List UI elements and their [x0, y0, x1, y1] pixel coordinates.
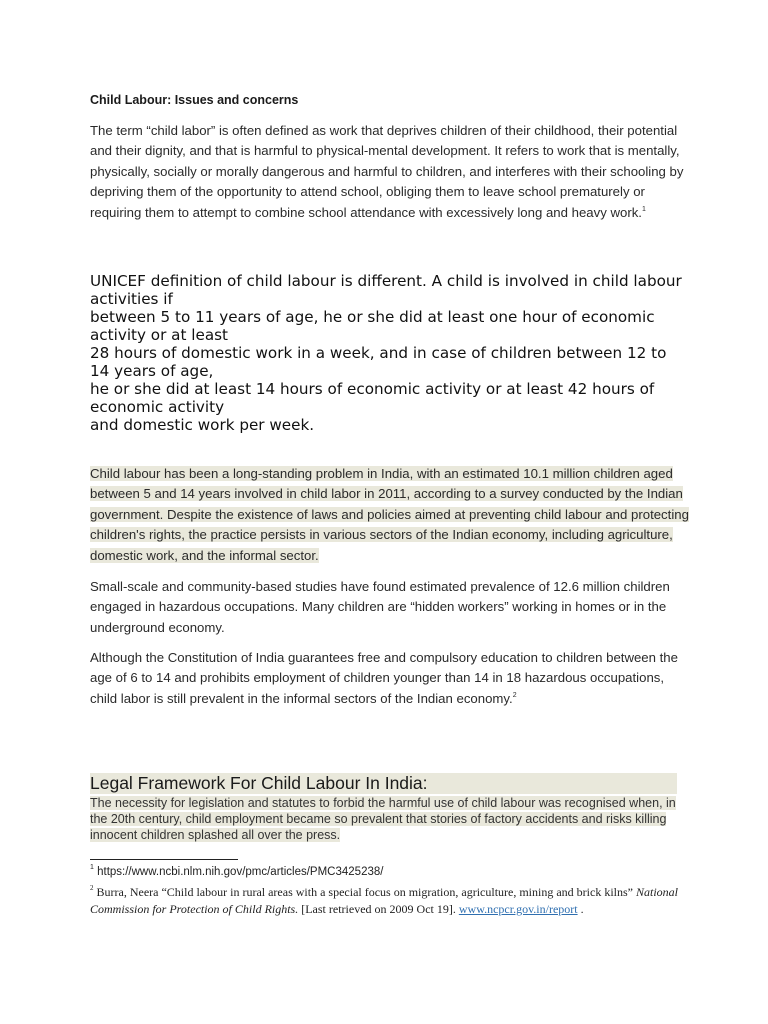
india-paragraph [90, 464, 690, 566]
footnote-1-number: 1 [90, 864, 94, 871]
section-heading-legal-framework: Legal Framework For Child Labour In India: [90, 773, 677, 794]
unicef-definition [90, 272, 690, 434]
intro-paragraph-text: The term “child labor” is often defined as work that deprives children of their childhood, their potential and their dignity, and that is harmful to physical-mental development. It refers to work that is mentally, physically, socially or morally dangerous and harmful to children, and interferes with their schooling by depriving them of the opportunity to attend school, obliging them to leave school prematurely or requiring them to attempt to combine school attendance with excessively long and heavy work. [90, 123, 684, 220]
footnote-2-retrieved: [Last retrieved on 2009 Oct 19]. [298, 902, 459, 916]
legal-framework-text: The necessity for legislation and statutes to forbid the harmful use of child labour was recognised when, in the 20th century, child employment became so prevalent that stories of factory accidents and risks killing innocent children splashed all over the press. [90, 796, 676, 842]
unicef-line: he or she did at least 14 hours of economic activity or at least 42 hours of economic activity [90, 380, 655, 416]
prevalence-paragraph: Small-scale and community-based studies have found estimated prevalence of 12.6 million children engaged in hazardous occupations. Many children are “hidden workers” working in homes or in the underground economy. [90, 579, 670, 635]
page-title: Child Labour: Issues and concerns [90, 93, 299, 107]
unicef-line: and domestic work per week. [90, 416, 315, 434]
legal-framework-paragraph [90, 795, 690, 843]
unicef-line: 28 hours of domestic work in a week, and in case of children between 12 to 14 years of age, [90, 344, 667, 380]
footnote-2-text: Burra, Neera “Child labour in rural areas with a special focus on migration, agriculture, mining and brick kilns” [93, 885, 636, 899]
footnote-2 [90, 884, 690, 918]
footnote-1 [90, 866, 383, 878]
footnote-ref-1[interactable]: 1 [641, 205, 646, 213]
footnote-2-trailing: . [577, 902, 584, 916]
constitution-paragraph [90, 648, 690, 709]
footnote-2-source: National Commission for Protection of Child Rights. [90, 885, 679, 916]
constitution-paragraph-text: Although the Constitution of India guarantees free and compulsory education to children between the age of 6 to 14 and prohibits employment of children younger than 14 in 18 hazardous occupations, child labor is still prevalent in the informal sectors of the Indian economy. [90, 650, 678, 706]
footnote-ref-2[interactable]: 2 [512, 691, 517, 699]
footnote-separator [90, 859, 238, 860]
footnote-2-link[interactable]: www.ncpcr.gov.in/report [458, 902, 578, 916]
footnote-2-number: 2 [90, 884, 94, 892]
intro-paragraph [90, 121, 690, 223]
unicef-line: UNICEF definition of child labour is different. A child is involved in child labour activities if [90, 272, 682, 308]
india-paragraph-text: Child labour has been a long-standing problem in India, with an estimated 10.1 million children aged between 5 and 14 years involved in child labor in 2011, according to a survey conducted by the Indian government. Despite the existence of laws and policies aimed at preventing child labour and protecting children's rights, the practice persists in various sectors of the Indian economy, including agriculture, domestic work, and the informal sector. [90, 466, 689, 563]
unicef-line: between 5 to 11 years of age, he or she did at least one hour of economic activity or at least [90, 308, 655, 344]
footnote-1-text: https://www.ncbi.nlm.nih.gov/pmc/articles/PMC3425238/ [93, 866, 384, 878]
